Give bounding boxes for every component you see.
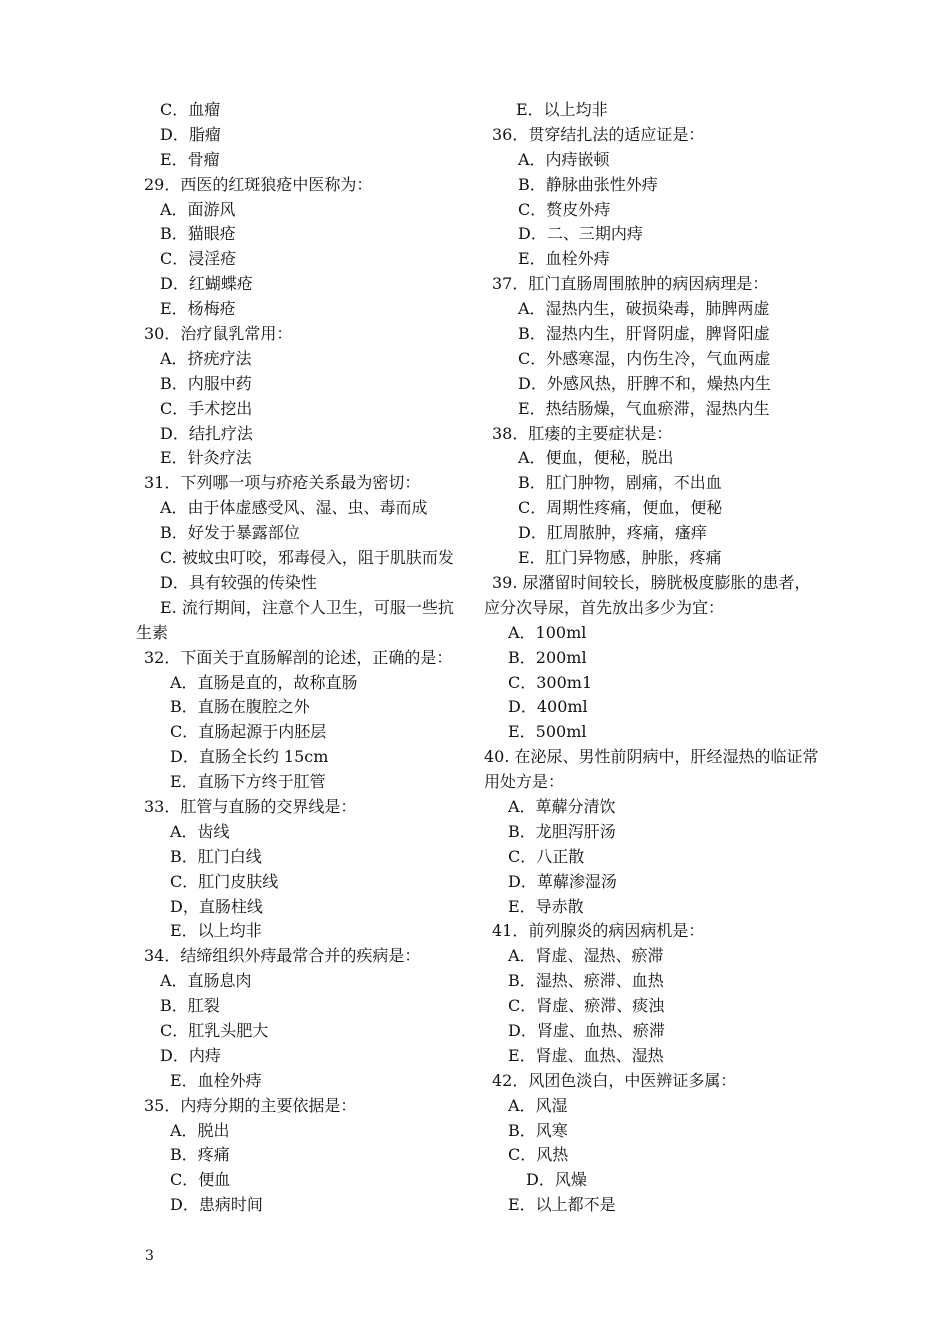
answer-option: C．浸淫疮 bbox=[160, 249, 237, 269]
answer-option: C．肾虚、瘀滞、痰浊 bbox=[508, 996, 665, 1016]
question-stem: 39. 尿潴留时间较长，膀胱极度膨胀的患者，应分次导尿，首先放出多少为宜： bbox=[484, 572, 811, 617]
question-stem: 34．结缔组织外痔最常合并的疾病是： bbox=[144, 946, 421, 966]
answer-option: E．杨梅疮 bbox=[160, 299, 236, 319]
answer-option: C．周期性疼痛，便血，便秘 bbox=[518, 498, 723, 518]
answer-option: E．热结肠燥，气血瘀滞，湿热内生 bbox=[518, 398, 770, 418]
left-column bbox=[136, 98, 466, 1218]
answer-option: C．便血 bbox=[170, 1170, 231, 1190]
answer-option: A．挤疣疗法 bbox=[160, 348, 252, 368]
answer-option: D．400ml bbox=[508, 697, 588, 717]
question-stem: 38．肛瘘的主要症状是： bbox=[492, 423, 673, 443]
answer-option: C．八正散 bbox=[508, 846, 585, 866]
answer-option: D．内痔 bbox=[160, 1045, 221, 1065]
answer-option: A．齿线 bbox=[170, 821, 230, 841]
answer-option: D．结扎疗法 bbox=[160, 423, 253, 443]
answer-option: B．龙胆泻肝汤 bbox=[508, 821, 616, 841]
question-stem: 35．内痔分期的主要依据是： bbox=[144, 1095, 357, 1115]
answer-option: B．肛门肿物，剧痛，不出血 bbox=[518, 473, 722, 493]
answer-option: C．肛门皮肤线 bbox=[170, 871, 279, 891]
answer-option: B．内服中药 bbox=[160, 373, 252, 393]
answer-option: A．萆薢分清饮 bbox=[508, 797, 616, 816]
answer-option: E．导赤散 bbox=[508, 896, 584, 916]
answer-option: A．面游风 bbox=[160, 199, 236, 219]
answer-option: A．肾虚、湿热、瘀滞 bbox=[508, 946, 664, 966]
answer-option: B．疼痛 bbox=[170, 1145, 230, 1165]
question-stem: 36．贯穿结扎法的适应证是： bbox=[492, 124, 705, 144]
answer-option: A．直肠息肉 bbox=[160, 971, 252, 991]
question-stem: 33．肛管与直肠的交界线是： bbox=[144, 796, 357, 816]
question-stem: 29．西医的红斑狼疮中医称为： bbox=[144, 174, 373, 194]
answer-option: E．直肠下方终于肛管 bbox=[170, 772, 326, 792]
answer-option: C．外感寒湿，内伤生冷，气血两虚 bbox=[518, 348, 771, 368]
answer-option: D．红蝴蝶疮 bbox=[160, 274, 253, 294]
answer-option: A．脱出 bbox=[170, 1120, 230, 1140]
answer-option: B．200ml bbox=[508, 647, 587, 667]
answer-option: A．便血，便秘，脱出 bbox=[518, 448, 674, 468]
answer-option: D．萆薢渗湿汤 bbox=[508, 871, 617, 891]
answer-option: C．肛乳头肥大 bbox=[160, 1020, 269, 1040]
answer-option: C. 被蚊虫叮咬，邪毒侵入，阻于肌肤而发 bbox=[160, 548, 454, 568]
answer-option: B．肛门白线 bbox=[170, 846, 262, 866]
answer-option: E．骨瘤 bbox=[160, 149, 220, 169]
answer-option: E．500ml bbox=[508, 722, 587, 742]
answer-option: D．肾虚、血热、瘀滞 bbox=[508, 1021, 665, 1041]
question-stem: 30．治疗鼠乳常用： bbox=[144, 324, 293, 344]
answer-option: A．风湿 bbox=[508, 1095, 568, 1115]
answer-option: E．血栓外痔 bbox=[518, 249, 610, 269]
answer-option: D．具有较强的传染性 bbox=[160, 572, 317, 592]
page-number: 3 bbox=[145, 1248, 154, 1264]
answer-option: B．湿热、瘀滞、血热 bbox=[508, 971, 664, 991]
answer-option: E．肛门异物感，肿胀，疼痛 bbox=[518, 548, 722, 568]
answer-option: D．脂瘤 bbox=[160, 124, 221, 144]
answer-option: D．直肠全长约 15cm bbox=[170, 747, 329, 767]
answer-option: B．风寒 bbox=[508, 1120, 568, 1140]
answer-option: E．以上都不是 bbox=[508, 1195, 616, 1215]
answer-option: D．二、三期内痔 bbox=[518, 224, 643, 244]
answer-option: D．外感风热，肝脾不和，燥热内生 bbox=[518, 373, 771, 393]
answer-option: A．直肠是直的，故称直肠 bbox=[170, 672, 358, 692]
answer-option: B．猫眼疮 bbox=[160, 224, 236, 244]
answer-option: A．由于体虚感受风、湿、虫、毒而成 bbox=[160, 498, 428, 518]
answer-option: C．手术挖出 bbox=[160, 398, 253, 418]
answer-option: E．以上均非 bbox=[516, 100, 608, 119]
question-stem: 40. 在泌尿、男性前阴病中，肝经湿热的临证常用处方是： bbox=[484, 747, 819, 792]
answer-option: B．肛裂 bbox=[160, 996, 220, 1016]
question-stem: 32．下面关于直肠解剖的论述，正确的是： bbox=[144, 647, 453, 667]
answer-option: E．以上均非 bbox=[170, 921, 262, 941]
answer-option: D．肛周脓肿，疼痛，瘙痒 bbox=[518, 523, 707, 543]
answer-option: D，直肠柱线 bbox=[170, 896, 263, 916]
answer-option: E．肾虚、血热、湿热 bbox=[508, 1045, 664, 1065]
question-stem: 42．风团色淡白，中医辨证多属： bbox=[492, 1070, 737, 1090]
question-stem: 41．前列腺炎的病因病机是： bbox=[492, 921, 705, 941]
question-stem: 31．下列哪一项与疥疮关系最为密切： bbox=[144, 473, 421, 493]
answer-option: C．赘皮外痔 bbox=[518, 199, 611, 219]
answer-option: B．直肠在腹腔之外 bbox=[170, 697, 310, 717]
answer-option: B．湿热内生，肝肾阴虚，脾肾阳虚 bbox=[518, 324, 770, 344]
answer-option: D．风燥 bbox=[526, 1170, 587, 1190]
answer-option: C．风热 bbox=[508, 1145, 569, 1165]
answer-option: C．血瘤 bbox=[160, 100, 221, 119]
answer-option: A．湿热内生，破损染毒，肺脾两虚 bbox=[518, 299, 770, 319]
answer-option: E．血栓外痔 bbox=[170, 1070, 262, 1090]
question-stem: 37．肛门直肠周围脓肿的病因病理是： bbox=[492, 274, 769, 294]
answer-option: D．患病时间 bbox=[170, 1195, 263, 1215]
answer-option: B．静脉曲张性外痔 bbox=[518, 174, 658, 194]
answer-option: E. 流行期间，注意个人卫生，可服一些抗生素 bbox=[136, 597, 454, 642]
answer-option: A．内痔嵌顿 bbox=[518, 149, 610, 169]
answer-option: E．针灸疗法 bbox=[160, 448, 252, 468]
answer-option: A．100ml bbox=[508, 622, 587, 642]
answer-option: C．直肠起源于内胚层 bbox=[170, 722, 327, 742]
right-column bbox=[484, 98, 824, 1218]
answer-option: B．好发于暴露部位 bbox=[160, 523, 300, 543]
answer-option: C．300m1 bbox=[508, 672, 593, 692]
